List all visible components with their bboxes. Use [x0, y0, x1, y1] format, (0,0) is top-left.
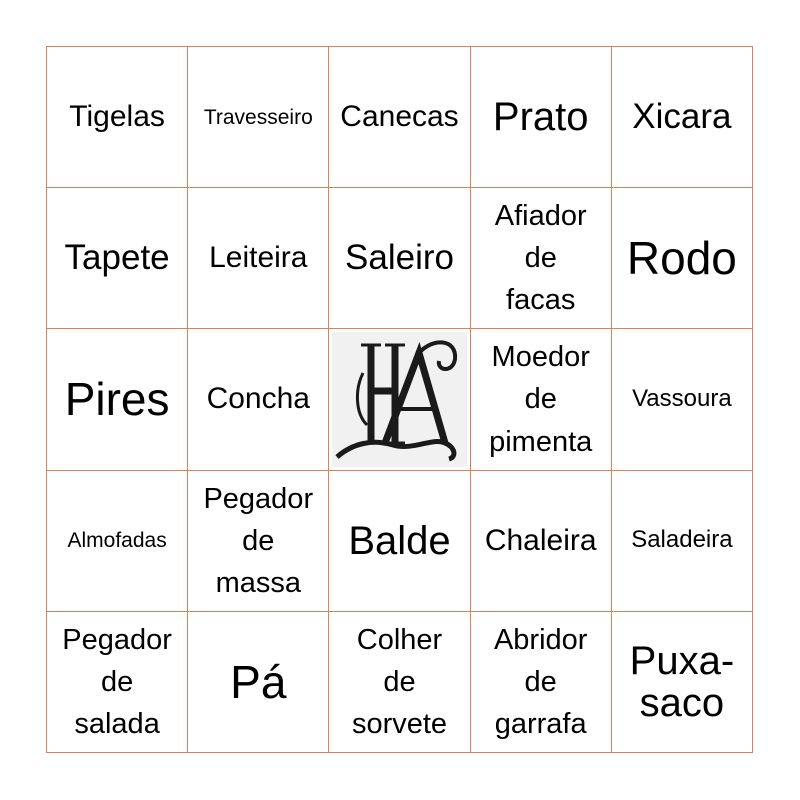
cell-label: Tapete [64, 238, 170, 278]
bingo-cell[interactable] [612, 329, 753, 470]
bingo-cell[interactable] [471, 329, 612, 470]
cell-label: Chaleira [484, 523, 597, 557]
ha-monogram-icon [332, 332, 466, 466]
cell-label: Pá [230, 655, 287, 708]
bingo-cell[interactable] [47, 329, 188, 470]
cell-label: Moedor de pimenta [489, 341, 593, 458]
bingo-cell[interactable] [47, 471, 188, 612]
cell-label: Travesseiro [203, 105, 313, 129]
cell-label: Balde [348, 518, 451, 563]
bingo-cell[interactable] [612, 471, 753, 612]
bingo-cell[interactable] [329, 188, 470, 329]
bingo-cell[interactable] [47, 612, 188, 753]
free-space[interactable] [329, 329, 470, 470]
bingo-cell[interactable] [188, 471, 329, 612]
bingo-cell[interactable] [188, 47, 329, 188]
bingo-cell[interactable] [47, 47, 188, 188]
cell-label: Pires [64, 373, 170, 426]
cell-label: Abridor de garrafa [493, 623, 588, 740]
cell-label: Pegador de massa [203, 482, 314, 599]
bingo-cell[interactable] [471, 612, 612, 753]
bingo-cell[interactable] [471, 188, 612, 329]
bingo-cell[interactable] [471, 471, 612, 612]
bingo-cell[interactable] [612, 47, 753, 188]
bingo-cell[interactable] [329, 471, 470, 612]
cell-label: Canecas [340, 100, 459, 134]
bingo-cell[interactable] [329, 612, 470, 753]
cell-label: Saleiro [345, 238, 454, 278]
cell-label: Almofadas [67, 529, 167, 553]
cell-label: Tigelas [69, 100, 165, 134]
cell-label: Puxa- saco [629, 638, 735, 725]
cell-label: Rodo [626, 232, 737, 285]
bingo-cell[interactable] [188, 612, 329, 753]
cell-label: Prato [492, 95, 589, 140]
cell-label: Vassoura [632, 385, 732, 413]
bingo-cell[interactable] [188, 329, 329, 470]
bingo-cell[interactable] [471, 47, 612, 188]
bingo-cell[interactable] [188, 188, 329, 329]
cell-label: Colher de sorvete [351, 623, 448, 740]
cell-label: Xicara [632, 96, 732, 136]
bingo-cell[interactable] [612, 188, 753, 329]
bingo-cell[interactable] [329, 47, 470, 188]
bingo-board [46, 46, 753, 753]
cell-label: Pegador de salada [62, 623, 172, 740]
bingo-cell[interactable] [47, 188, 188, 329]
cell-label: Afiador de facas [494, 200, 587, 317]
bingo-cell[interactable] [612, 612, 753, 753]
cell-label: Leiteira [209, 241, 308, 275]
cell-label: Concha [206, 382, 310, 416]
cell-label: Saladeira [631, 526, 733, 554]
